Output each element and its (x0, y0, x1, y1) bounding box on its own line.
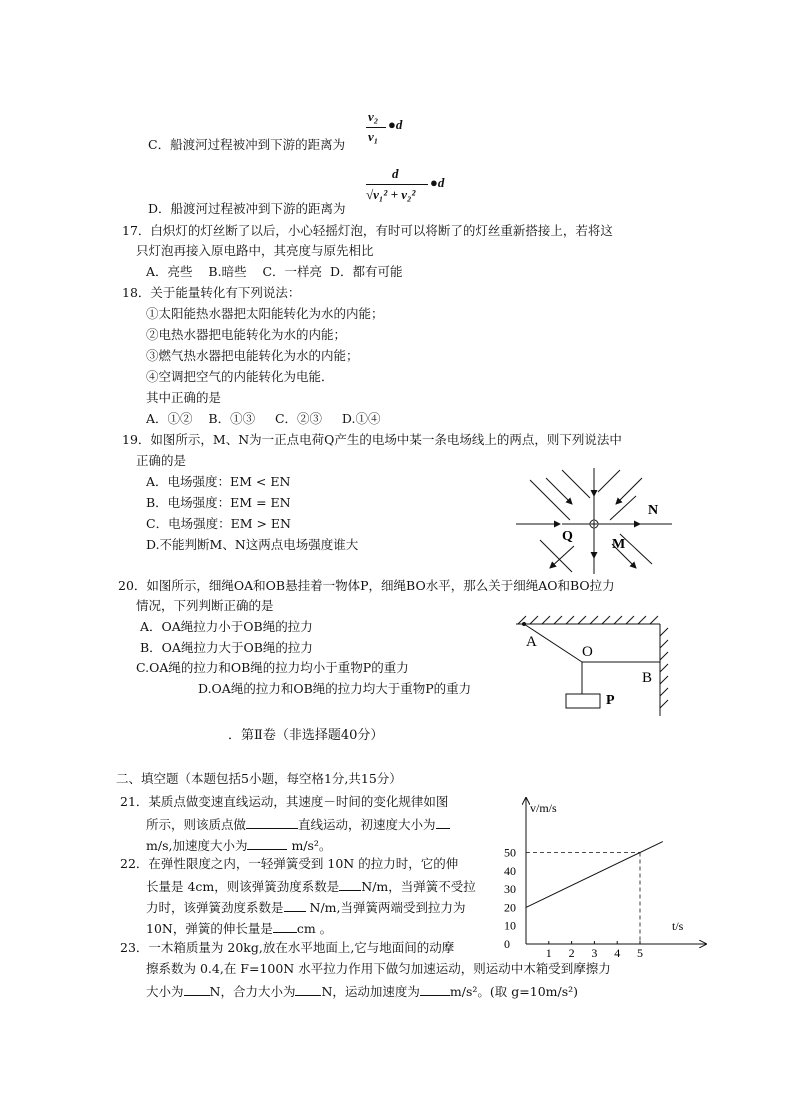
q17-line2: 只灯泡再接入原电路中，其亮度与原先相比 (136, 243, 374, 258)
q18-item-1: ①太阳能热水器把太阳能转化为水的内能； (146, 306, 384, 321)
q20-option-a: A．OA绳拉力小于OB绳的拉力 (140, 619, 313, 634)
formula-d-bar (366, 184, 428, 185)
label-q: Q (562, 529, 573, 544)
q19-line1: 19．如图所示，M、N为一正点电荷Q产生的电场中某一条电场线上的两点，则下列说法中 (122, 432, 622, 447)
q19-option-c: C．电场强度：EM > EN (146, 516, 291, 531)
q20-option-c: C.OA绳的拉力和OB绳的拉力均小于重物P的重力 (136, 660, 409, 675)
y-axis-label: v/m/s (530, 801, 557, 815)
part2-title: ．第Ⅱ卷（非选择题40分） (228, 728, 384, 743)
q23-line3: 大小为 N，合力大小为 N，运动加速度为 m/s²。(取 g=10m/s²) (146, 984, 579, 999)
y-tick-label: 30 (504, 882, 516, 897)
formula-d-denominator: √v₁² + v₂² (366, 187, 416, 202)
q22-line1: 22．在弹性限度之内，一轻弹簧受到 10N 的拉力时，它的伸 (120, 856, 459, 871)
label-b: B (642, 670, 653, 686)
velocity-line (526, 842, 663, 908)
x-tick-label: 2 (568, 946, 575, 960)
q19-option-a: A．电场强度：EM < EN (146, 474, 291, 489)
q22-line2: 长量是 4cm，则该弹簧劲度系数是 N/m，当弹簧不受拉 (146, 879, 476, 894)
q16-option-d: D．船渡河过程被冲到下游的距离为 (148, 201, 346, 216)
q16-option-c: C．船渡河过程被冲到下游的距离为 (148, 137, 346, 152)
label-m: M (612, 537, 626, 552)
label-a: A (526, 634, 537, 650)
q20-option-b: B．OA绳拉力大于OB绳的拉力 (140, 640, 313, 655)
q18-options: A．①② B．①③ C．②③ D.①④ (146, 411, 381, 426)
x-tick-label: 5 (637, 946, 643, 960)
q18-stem: 18．关于能量转化有下列说法： (122, 285, 301, 300)
q22-line3: 力时，该弹簧劲度系数是 N/m,当弹簧两端受到拉力为 (146, 900, 466, 915)
q18-item-4: ④空调把空气的内能转化为电能． (146, 369, 334, 384)
q22-line4: 10N，弹簧的伸长量是 cm 。 (146, 921, 333, 936)
q19-option-b: B．电场强度：EM = EN (146, 495, 291, 510)
y-tick-label: 50 (504, 845, 516, 860)
label-p: P (606, 693, 615, 708)
rope-figure (514, 614, 676, 718)
q18-ask: 其中正确的是 (146, 390, 222, 405)
q17-line1: 17．白炽灯的灯丝断了以后，小心轻摇灯泡，有时可以将断了的灯丝重新搭接上，若将这 (122, 223, 613, 238)
y-tick-label: 20 (504, 900, 516, 915)
q21-line1: 21．某质点做变速直线运动，其速度－时间的变化规律如图 (120, 794, 449, 809)
q21-line3: m/s,加速度大小为 m/s²。 (146, 838, 332, 853)
q19-option-d: D.不能判断M、N这两点电场强度谁大 (146, 537, 359, 552)
q19-line2: 正确的是 (136, 453, 187, 468)
formula-d-numerator: d (392, 166, 399, 181)
velocity-time-chart (496, 790, 716, 960)
x-tick-label: 4 (614, 946, 621, 960)
formula-c-bar (366, 127, 386, 128)
x-tick-label: 1 (545, 946, 552, 960)
q23-line2: 擦系数为 0.4,在 F=100N 水平拉力作用下做匀加速运动，则运动中木箱受到摩擦力 (146, 961, 611, 976)
q21-line2: 所示，则该质点做 直线运动，初速度大小为 (146, 817, 450, 832)
formula-d-tail: ●d (430, 175, 445, 190)
q20-line2: 情况，下列判断正确的是 (136, 598, 274, 613)
q18-item-3: ③燃气热水器把电能转化为水的内能； (146, 348, 359, 363)
q20-option-d: D.OA绳的拉力和OB绳的拉力均大于重物P的重力 (198, 681, 472, 696)
y-tick-label: 10 (504, 918, 516, 933)
q20-line1: 20．如图所示，细绳OA和OB悬挂着一物体P，细绳BO水平，那么关于细绳AO和BO拉力 (118, 578, 615, 593)
label-o: O (582, 644, 593, 660)
x-axis-label: t/s (672, 919, 684, 933)
electric-field-figure (512, 466, 680, 578)
formula-c-numerator: v₂ (368, 109, 379, 124)
formula-c-tail: ●d (388, 117, 403, 132)
y-tick-label: 0 (504, 937, 510, 951)
formula-c-denominator: v₁ (368, 129, 379, 144)
x-tick-label: 3 (591, 946, 598, 960)
section-title: 二、填空题（本题包括5小题，每空格1分,共15分） (116, 771, 402, 786)
q18-item-2: ②电热水器把电能转化为水的内能； (146, 327, 347, 342)
y-tick-label: 40 (504, 863, 516, 878)
q23-line1: 23．一木箱质量为 20kg,放在水平地面上,它与地面间的动摩 (120, 940, 455, 955)
label-n: N (648, 503, 659, 518)
q17-options: A．亮些 B.暗些 C．一样亮 D．都有可能 (146, 264, 403, 279)
